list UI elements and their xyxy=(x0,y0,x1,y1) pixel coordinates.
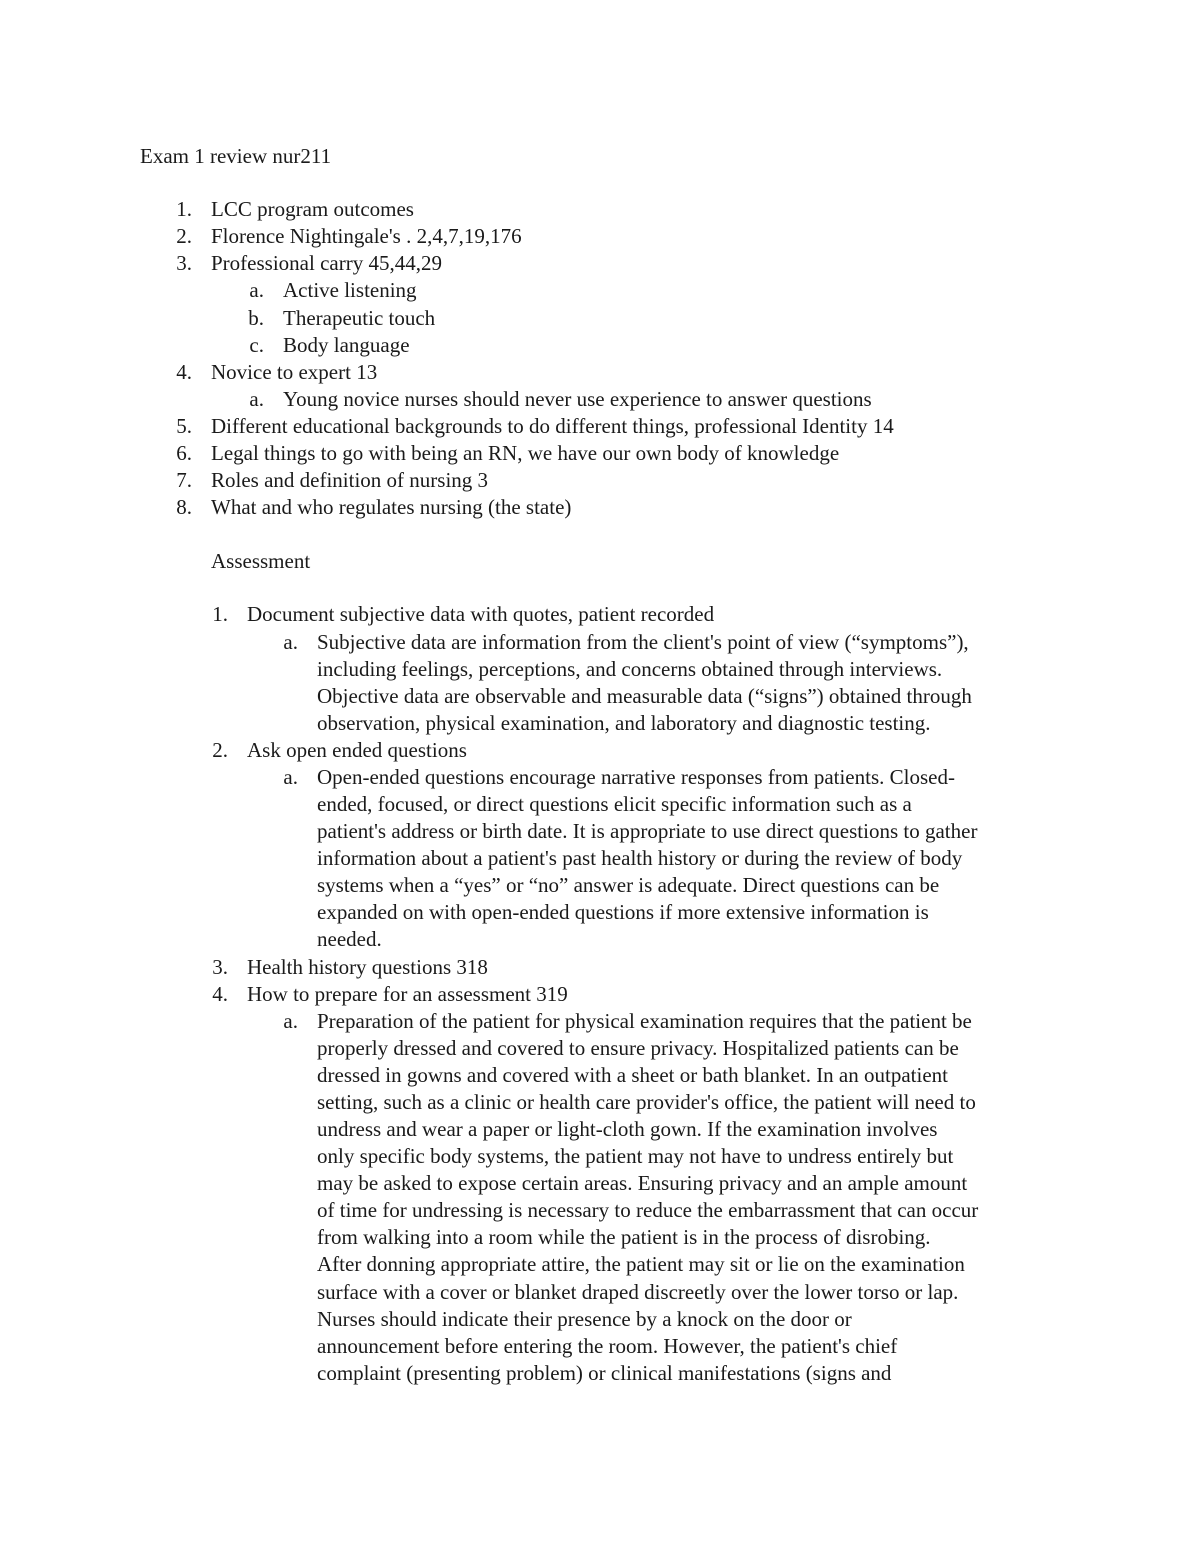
list-marker: c. xyxy=(249,333,264,357)
paragraph-line: observation, physical examination, and laboratory and diagnostic testing. xyxy=(317,711,931,735)
list-marker: 2. xyxy=(212,738,228,762)
list-marker: 3. xyxy=(212,955,228,979)
list-marker: 6. xyxy=(176,441,192,465)
list-item-text: Legal things to go with being an RN, we have our own body of knowledge xyxy=(211,441,840,465)
list-item-text: Different educational backgrounds to do different things, professional Identity 14 xyxy=(211,414,894,438)
list-item-text: Document subjective data with quotes, patient recorded xyxy=(247,602,715,626)
paragraph-line: complaint (presenting problem) or clinical manifestations (signs and xyxy=(317,1361,892,1385)
paragraph-line: surface with a cover or blanket draped discreetly over the lower torso or lap. xyxy=(317,1280,959,1304)
list-item-text: Therapeutic touch xyxy=(283,306,436,330)
list-marker: a. xyxy=(283,1009,298,1033)
list-item-text: Roles and definition of nursing 3 xyxy=(211,468,489,492)
paragraph-line: Nurses should indicate their presence by a knock on the door or xyxy=(317,1307,852,1331)
list-item-text: What and who regulates nursing (the state) xyxy=(211,495,572,519)
list-marker: a. xyxy=(283,630,298,654)
paragraph-line: announcement before entering the room. However, the patient's chief xyxy=(317,1334,898,1358)
paragraph-line: Preparation of the patient for physical examination requires that the patient be xyxy=(317,1009,972,1033)
list-marker: 1. xyxy=(176,197,192,221)
list-marker: a. xyxy=(249,387,264,411)
paragraph-line: undress and wear a paper or light-cloth gown. If the examination involves xyxy=(317,1117,938,1141)
list-item-text: Ask open ended questions xyxy=(247,738,467,762)
paragraph-line: from walking into a room while the patient is in the process of disrobing. xyxy=(317,1225,931,1249)
list-item-text: Florence Nightingale's . 2,4,7,19,176 xyxy=(211,224,522,248)
paragraph-line: information about a patient's past health history or during the review of body xyxy=(317,846,963,870)
list-item-text: Health history questions 318 xyxy=(247,955,488,979)
list-item-text: LCC program outcomes xyxy=(211,197,414,221)
list-marker: 3. xyxy=(176,251,192,275)
list-item-text: Young novice nurses should never use experience to answer questions xyxy=(283,387,872,411)
list-marker: 1. xyxy=(212,602,228,626)
paragraph-line: Subjective data are information from the client's point of view (“symptoms”), xyxy=(317,630,969,654)
list-marker: 8. xyxy=(176,495,192,519)
paragraph-line: ended, focused, or direct questions elicit specific information such as a xyxy=(317,792,912,816)
list-item-text: Professional carry 45,44,29 xyxy=(211,251,442,275)
list-marker: a. xyxy=(283,765,298,789)
paragraph-line: expanded on with open-ended questions if more extensive information is xyxy=(317,900,929,924)
list-marker: a. xyxy=(249,278,264,302)
paragraph-line: properly dressed and covered to ensure privacy. Hospitalized patients can be xyxy=(317,1036,959,1060)
list-marker: b. xyxy=(248,306,264,330)
list-marker: 4. xyxy=(176,360,192,384)
list-item-text: Active listening xyxy=(283,278,417,302)
paragraph-line: patient's address or birth date. It is appropriate to use direct questions to gather xyxy=(317,819,978,843)
paragraph-line: Objective data are observable and measurable data (“signs”) obtained through xyxy=(317,684,972,708)
list-item-text: Novice to expert 13 xyxy=(211,360,378,384)
paragraph-line: Open-ended questions encourage narrative responses from patients. Closed- xyxy=(317,765,955,789)
list-item-text: Body language xyxy=(283,333,410,357)
paragraph-line: may be asked to expose certain areas. Ensuring privacy and an ample amount xyxy=(317,1171,968,1195)
list-item-text: How to prepare for an assessment 319 xyxy=(247,982,568,1006)
paragraph-line: After donning appropriate attire, the patient may sit or lie on the examination xyxy=(317,1252,965,1276)
paragraph-line: setting, such as a clinic or health care provider's office, the patient will need to xyxy=(317,1090,976,1114)
paragraph-line: including feelings, perceptions, and concerns obtained through interviews. xyxy=(317,657,943,681)
paragraph-line: dressed in gowns and covered with a sheet or bath blanket. In an outpatient xyxy=(317,1063,948,1087)
paragraph-line: of time for undressing is necessary to reduce the embarrassment that can occur xyxy=(317,1198,979,1222)
list-marker: 2. xyxy=(176,224,192,248)
document-title: Exam 1 review nur211 xyxy=(140,144,332,168)
paragraph-line: needed. xyxy=(317,927,382,951)
section-heading: Assessment xyxy=(211,549,311,573)
list-marker: 5. xyxy=(176,414,192,438)
list-marker: 7. xyxy=(176,468,192,492)
list-marker: 4. xyxy=(212,982,228,1006)
paragraph-line: systems when a “yes” or “no” answer is adequate. Direct questions can be xyxy=(317,873,940,897)
paragraph-line: only specific body systems, the patient may not have to undress entirely but xyxy=(317,1144,954,1168)
